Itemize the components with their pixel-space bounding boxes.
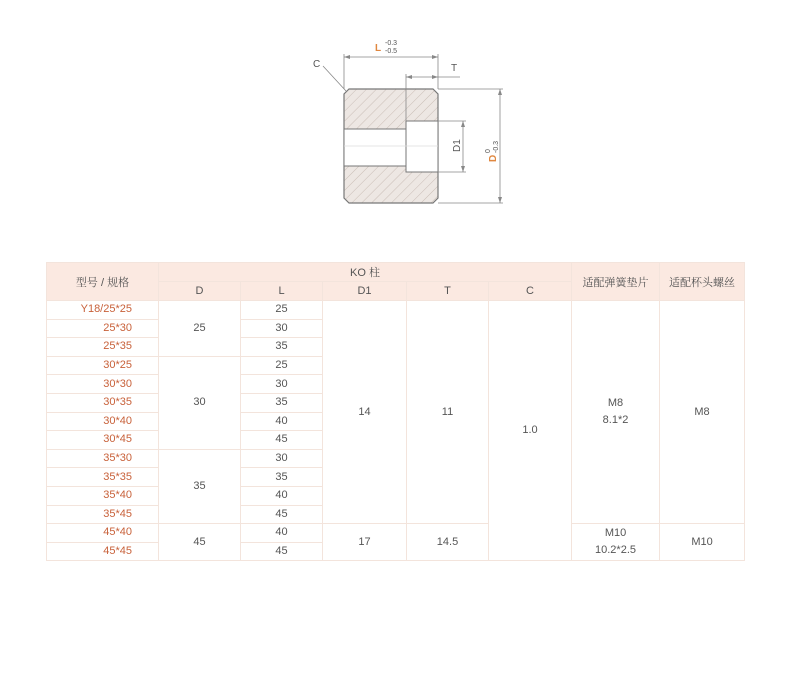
screw-cell: M8 — [660, 301, 745, 524]
model-cell: 30*45 — [47, 431, 159, 450]
L-cell: 25 — [241, 301, 323, 320]
table-row — [47, 301, 745, 320]
washer-line2: 8.1*2 — [602, 414, 629, 427]
model-cell: 35*30 — [47, 449, 159, 468]
dimension-L — [344, 40, 438, 89]
washer-cell — [572, 524, 660, 561]
T-cell: 14.5 — [407, 524, 489, 561]
model-cell: 30*40 — [47, 412, 159, 431]
table-row — [47, 524, 745, 543]
washer-line1: M10 — [604, 527, 627, 540]
washer-line1: M8 — [607, 397, 624, 410]
L-cell: 35 — [241, 393, 323, 412]
dim-L-label: L — [375, 43, 382, 54]
D-cell: 25 — [159, 301, 241, 357]
L-cell: 45 — [241, 542, 323, 561]
L-cell: 35 — [241, 468, 323, 487]
model-cell: 35*45 — [47, 505, 159, 524]
spec-table — [46, 262, 745, 561]
header-D: D — [159, 282, 241, 301]
header-D1: D1 — [323, 282, 407, 301]
washer-line2: 10.2*2.5 — [595, 544, 636, 557]
L-cell: 35 — [241, 338, 323, 357]
screw-cell: M10 — [660, 524, 745, 561]
L-cell: 30 — [241, 319, 323, 338]
header-L: L — [241, 282, 323, 301]
L-cell: 30 — [241, 449, 323, 468]
L-cell: 25 — [241, 356, 323, 375]
model-cell: 30*30 — [47, 375, 159, 394]
L-cell: 30 — [241, 375, 323, 394]
L-cell: 45 — [241, 431, 323, 450]
model-cell: 45*40 — [47, 524, 159, 543]
technical-drawing — [0, 0, 790, 240]
D-cell: 35 — [159, 449, 241, 523]
dimension-D — [438, 89, 503, 203]
dim-D1-label: D1 — [452, 139, 463, 152]
dim-D-label: D — [488, 154, 499, 162]
dim-C-label: C — [313, 59, 321, 70]
header-C: C — [489, 282, 572, 301]
dim-L-tol-lower: -0.5 — [385, 48, 398, 55]
L-cell: 40 — [241, 412, 323, 431]
L-cell: 45 — [241, 505, 323, 524]
header-ko-group: KO 柱 — [159, 263, 572, 282]
model-cell: 35*35 — [47, 468, 159, 487]
model-cell: 25*35 — [47, 338, 159, 357]
L-cell: 40 — [241, 486, 323, 505]
washer-cell — [572, 301, 660, 524]
dim-D-tol-upper: 0 — [485, 149, 492, 153]
dimension-D1 — [438, 121, 466, 172]
model-cell: Y18/25*25 — [47, 301, 159, 320]
model-cell: 30*25 — [47, 356, 159, 375]
dimension-C — [313, 59, 346, 91]
D1-cell: 14 — [323, 301, 407, 524]
header-model: 型号 / 规格 — [47, 263, 159, 301]
T-cell: 11 — [407, 301, 489, 524]
model-cell: 30*35 — [47, 393, 159, 412]
dim-D-tol-lower: -0.3 — [493, 140, 500, 153]
part-section — [344, 89, 438, 203]
header-T: T — [407, 282, 489, 301]
D-cell: 45 — [159, 524, 241, 561]
model-cell: 25*30 — [47, 319, 159, 338]
model-cell: 35*40 — [47, 486, 159, 505]
model-cell: 45*45 — [47, 542, 159, 561]
dim-T-label: T — [451, 63, 458, 74]
header-washer: 适配弹簧垫片 — [572, 263, 660, 301]
D1-cell: 17 — [323, 524, 407, 561]
L-cell: 40 — [241, 524, 323, 543]
dim-L-tol-upper: -0.3 — [385, 40, 398, 47]
C-cell: 1.0 — [489, 301, 572, 561]
header-screw: 适配杯头螺丝 — [660, 263, 745, 301]
D-cell: 30 — [159, 356, 241, 449]
